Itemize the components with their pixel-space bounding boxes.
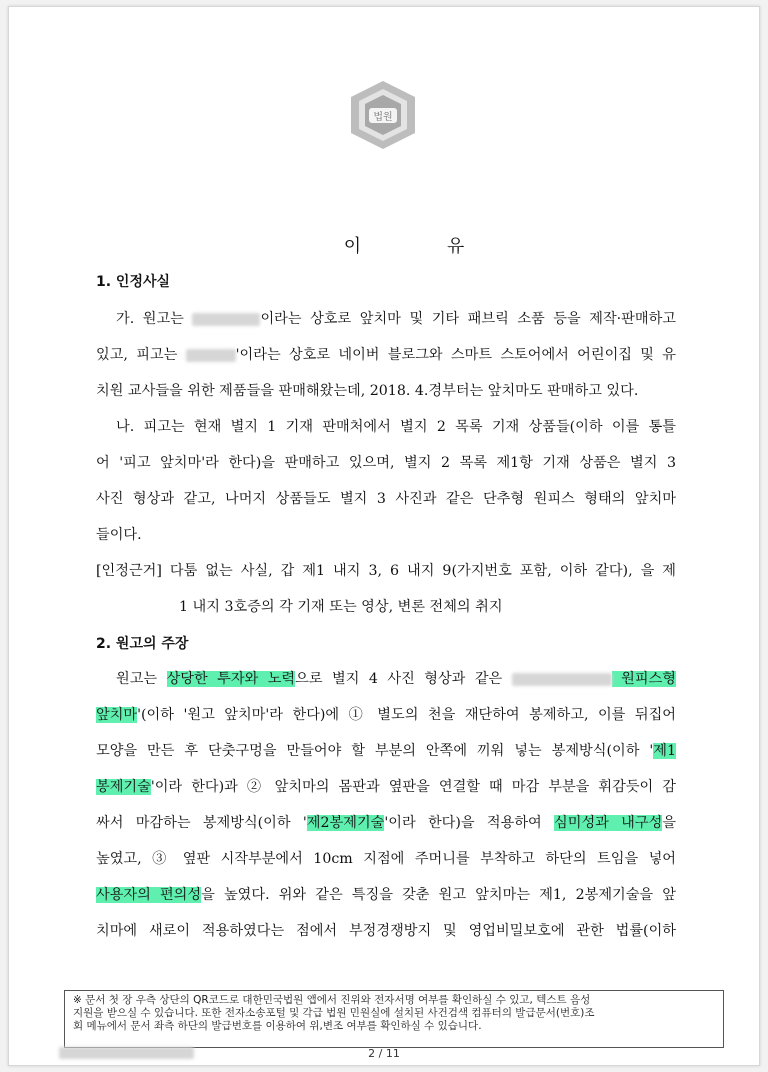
- paragraph-line: 앞치마'(이하 '원고 앞치마'라 한다)에 ① 별도의 천을 재단하여 봉제하고, 이를 뒤집어: [96, 707, 676, 723]
- highlight: 앞치마: [96, 707, 138, 723]
- paragraph-line: 모양을 만든 후 단춧구멍을 만들어야 할 부분의 안쪽에 끼워 넣는 봉제방식(이하 '제1: [96, 743, 676, 759]
- paragraph-line: 들이다.: [96, 527, 142, 543]
- highlight: 제1: [653, 743, 676, 759]
- paragraph-line: 있고, 피고는 '이라는 상호로 네이버 블로그와 스마트 스토어에서 어린이집 및 유: [96, 347, 676, 363]
- highlight: 봉제기술: [96, 779, 151, 795]
- evidence-line: 1 내지 3호증의 각 기재 또는 영상, 변론 전체의 취지: [179, 599, 503, 615]
- highlight: 제2봉제기술: [306, 815, 385, 831]
- redacted-text: [186, 349, 236, 362]
- highlight: 원피스형: [611, 671, 676, 687]
- evidence-line: [인정근거] 다툼 없는 사실, 갑 제1 내지 3, 6 내지 9(가지번호 포함, 이하 같다), 을 제: [96, 563, 676, 579]
- redacted-text: [512, 673, 612, 686]
- paragraph-line: 치원 교사들을 위한 제품들을 판매해왔는데, 2018. 4.경부터는 앞치마도 판매하고 있다.: [96, 383, 639, 399]
- paragraph-line: 치마에 새로이 적용하였다는 점에서 부정경쟁방지 및 영업비밀보호에 관한 법률(이하: [96, 923, 676, 939]
- verification-notice: [64, 990, 724, 1048]
- redacted-text: [192, 313, 260, 326]
- document-page: [8, 6, 760, 1066]
- paragraph-line: 싸서 마감하는 봉제방식(이하 '제2봉제기술'이라 한다)을 적용하여 심미성과 내구성을: [96, 815, 676, 831]
- emblem-text: 법원: [373, 112, 393, 123]
- paragraph-line: 봉제기술'이라 한다)과 ② 앞치마의 몸판과 옆판을 연결할 때 마감 부분을 휘감듯이 감: [96, 779, 676, 795]
- paragraph-line: 가. 원고는 이라는 상호로 앞치마 및 기타 패브릭 소품 등을 제작·판매하고: [116, 311, 676, 327]
- section-heading-2: 2. 원고의 주장: [96, 636, 189, 652]
- paragraph-line: 나. 피고는 현재 별지 1 기재 판매처에서 별지 2 목록 기재 상품들(이하 이를 통틀: [116, 419, 676, 435]
- notice-line: 지원을 받으실 수 있습니다. 또한 전자소송포털 및 각급 법원 민원실에 설치된 사건검색 컴퓨터의 발급문서(번호)조: [73, 1007, 595, 1019]
- highlight: 상당한 투자와 노력: [166, 671, 296, 687]
- paragraph-line: 어 '피고 앞치마'라 한다)을 판매하고 있으며, 별지 2 목록 제1항 기재 상품은 별지 3: [96, 455, 676, 471]
- section-heading-1: 1. 인정사실: [96, 274, 171, 290]
- highlight: 심미성과 내구성: [554, 815, 663, 831]
- page-number: 2 / 11: [368, 1047, 400, 1060]
- notice-line: ※ 문서 첫 장 우측 상단의 QR코드로 대한민국법원 앱에서 진위와 전자서명 여부를 확인하실 수 있고, 텍스트 음성: [73, 994, 591, 1006]
- highlight: 사용자의 편의성: [96, 887, 202, 903]
- paragraph-line: 높였고, ③ 옆판 시작부분에서 10cm 지점에 주머니를 부착하고 하단의 트임을 넣어: [96, 851, 676, 867]
- paragraph-line: 사용자의 편의성을 높였다. 위와 같은 특징을 갖춘 원고 앞치마는 제1, 2봉제기술을 앞: [96, 887, 676, 903]
- paragraph-line: 사진 형상과 같고, 나머지 상품들도 별지 3 사진과 같은 단추형 원피스 형태의 앞치마: [96, 491, 676, 507]
- page-title: 이 유: [343, 236, 505, 257]
- notice-line: 회 메뉴에서 문서 좌측 하단의 발급번호를 이용하여 위,변조 여부를 확인하실 수 있습니다.: [73, 1020, 482, 1032]
- court-emblem-icon: [347, 79, 419, 151]
- paragraph-line: 원고는 상당한 투자와 노력으로 별지 4 사진 형상과 같은 원피스형: [116, 671, 676, 687]
